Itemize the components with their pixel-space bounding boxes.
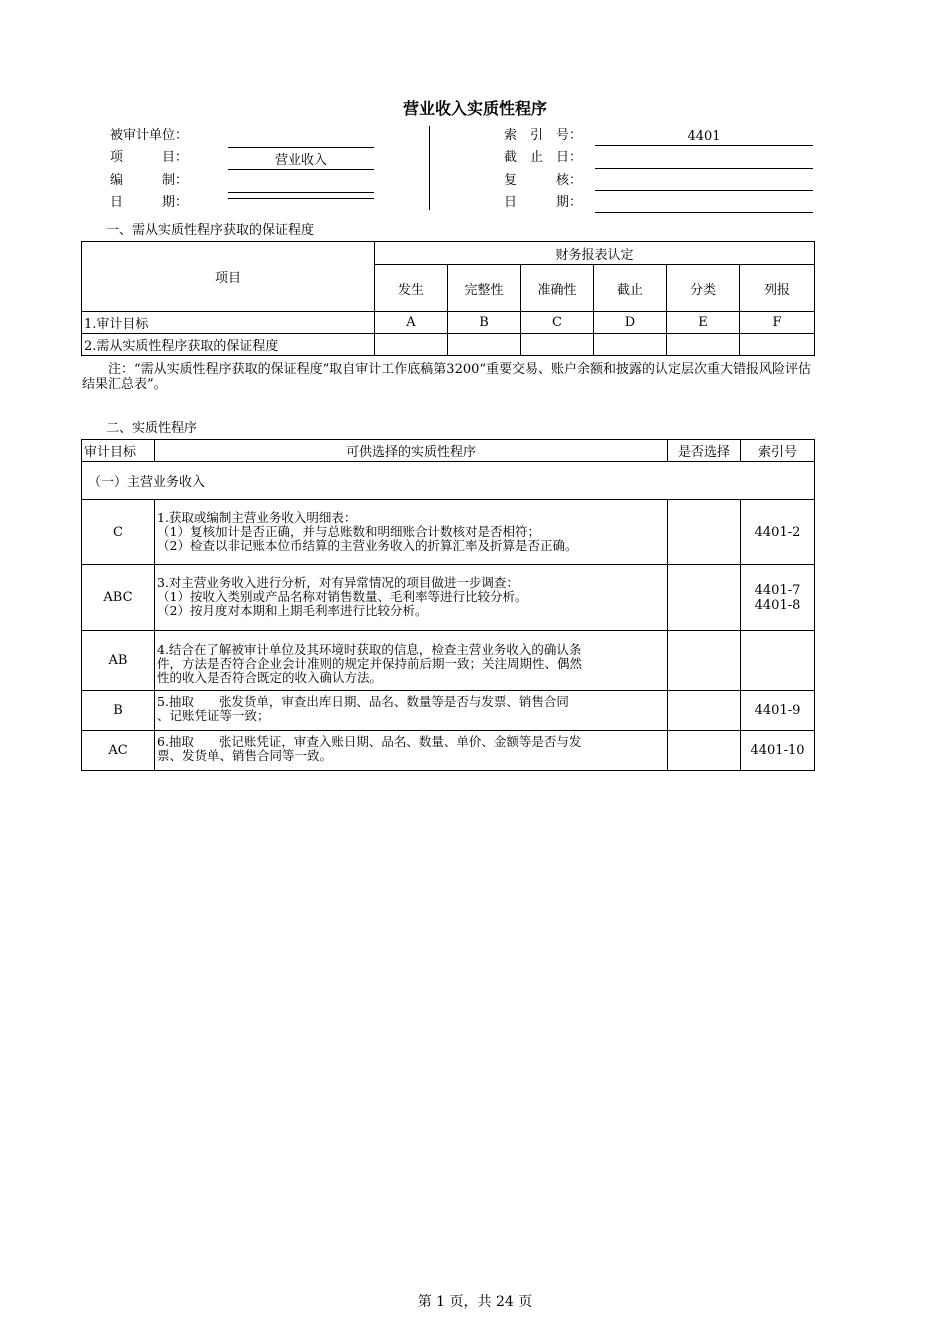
procedure-line: 、记账凭证等一致； (157, 708, 270, 723)
page-title: 营业收入实质性程序 (402, 99, 547, 118)
col-header-index: 索引号 (741, 440, 815, 462)
selected-cell[interactable] (668, 631, 741, 691)
procedures-table (81, 439, 815, 771)
table-row (82, 500, 815, 565)
section2-heading: 二、实质性程序 (106, 421, 198, 436)
procedure-line: 性的收入是否符合既定的收入确认方法。 (157, 670, 383, 685)
assurance-cell[interactable] (667, 334, 740, 356)
procedure-line: 5.抽取 张发货单，审查出库日期、品名、数量等是否与发票、销售合同 (157, 694, 569, 709)
header-label-cutoff: 截 止 日： (504, 150, 583, 165)
assertion-header: 分类 (667, 265, 740, 312)
header-label-entity: 被审计单位： (110, 128, 189, 143)
header-label-prepared: 编 制： (110, 173, 189, 188)
selected-cell[interactable] (668, 500, 741, 565)
header-value-date-right (595, 196, 813, 213)
assertion-header: 列报 (740, 265, 815, 312)
header-value-item: 营业收入 (228, 153, 374, 170)
assurance-cell[interactable] (448, 334, 521, 356)
header-label-index: 索 引 号： (504, 128, 583, 143)
audit-target: AC (82, 731, 155, 771)
header-value-entity (228, 131, 374, 148)
group-row-main-revenue: （一）主营业务收入 (82, 462, 815, 500)
header-value-prepared (228, 176, 374, 193)
procedure-line: 1.获取或编制主营业务收入明细表： (157, 510, 357, 525)
header-label-item: 项 目： (110, 150, 189, 165)
audit-target: B (82, 691, 155, 731)
procedure-line: 3.对主营业务收入进行分析，对有异常情况的项目做进一步调查： (157, 575, 519, 590)
table-row (82, 691, 815, 731)
procedure-text (155, 731, 668, 771)
procedure-text (155, 631, 668, 691)
audit-target: AB (82, 631, 155, 691)
header-divider (429, 126, 430, 210)
index-cell: 4401-2 (741, 500, 815, 565)
procedure-text (155, 691, 668, 731)
procedure-line: 票、发货单、销售合同等一致。 (157, 748, 333, 763)
header-label-date-left: 日 期： (110, 195, 189, 210)
selected-cell[interactable] (668, 731, 741, 771)
assurance-cell[interactable] (521, 334, 594, 356)
index-cell: 4401-10 (741, 731, 815, 771)
assertion-header: 完整性 (448, 265, 521, 312)
assertion-header: 准确性 (521, 265, 594, 312)
procedure-text (155, 500, 668, 565)
col-header-target: 审计目标 (82, 440, 155, 462)
procedure-line: （2）按月度对本期和上期毛利率进行比较分析。 (157, 603, 428, 618)
assurance-cell: B (448, 312, 521, 334)
assurance-cell[interactable] (375, 334, 448, 356)
index-cell: 4401-7 4401-8 (741, 565, 815, 631)
assurance-cell: A (375, 312, 448, 334)
procedure-line: （2）检查以非记账本位币结算的主营业务收入的折算汇率及折算是否正确。 (157, 538, 578, 553)
audit-target: ABC (82, 565, 155, 631)
table-row (82, 731, 815, 771)
table-row (82, 631, 815, 691)
assurance-row-label: 2.需从实质性程序获取的保证程度 (82, 334, 375, 356)
procedure-line: （1）复核加计是否正确，并与总账数和明细账合计数核对是否相符； (157, 524, 540, 539)
section1-note: 注：“需从实质性程序获取的保证程度”取自审计工作底稿第3200“重要交易、账户余额和披露的认定层次重大错报风险评估结果汇总表”。 (82, 362, 812, 392)
section1-heading: 一、需从实质性程序获取的保证程度 (106, 223, 315, 238)
procedure-line: （1）按收入类别或产品名称对销售数量、毛利率等进行比较分析。 (157, 589, 528, 604)
procedure-text (155, 565, 668, 631)
index-cell: 4401-9 (741, 691, 815, 731)
assertion-header: 截止 (594, 265, 667, 312)
procedure-line: 4.结合在了解被审计单位及其环境时获取的信息，检查主营业务收入的确认条 (157, 642, 582, 657)
assurance-cell[interactable] (594, 334, 667, 356)
header-label-review: 复 核： (504, 173, 583, 188)
assurance-row-label: 1.审计目标 (82, 312, 375, 334)
assertion-header: 发生 (375, 265, 448, 312)
selected-cell[interactable] (668, 565, 741, 631)
assurance-cell: C (521, 312, 594, 334)
assurance-table (81, 241, 815, 356)
header-value-review (595, 174, 813, 191)
procedure-line: 6.抽取 张记账凭证，审查入账日期、品名、数量、单价、金额等是否与发 (157, 734, 582, 749)
header-value-index: 4401 (595, 129, 813, 146)
index-cell (741, 631, 815, 691)
selected-cell[interactable] (668, 691, 741, 731)
col-header-procedure: 可供选择的实质性程序 (155, 440, 668, 462)
header-value-date-left (228, 198, 374, 199)
table-row (82, 565, 815, 631)
assurance-item-header: 项目 (82, 242, 375, 312)
assurance-cell: E (667, 312, 740, 334)
assertions-group-header: 财务报表认定 (375, 242, 815, 265)
page-footer: 第 1 页，共 24 页 (417, 1294, 533, 1310)
col-header-selected: 是否选择 (668, 440, 741, 462)
header-value-cutoff (595, 152, 813, 169)
assurance-cell: F (740, 312, 815, 334)
assurance-cell: D (594, 312, 667, 334)
header-label-date-right: 日 期： (504, 195, 583, 210)
assurance-cell[interactable] (740, 334, 815, 356)
procedure-line: 件，方法是否符合企业会计准则的规定并保持前后期一致；关注周期性、偶然 (157, 656, 583, 671)
audit-target: C (82, 500, 155, 565)
